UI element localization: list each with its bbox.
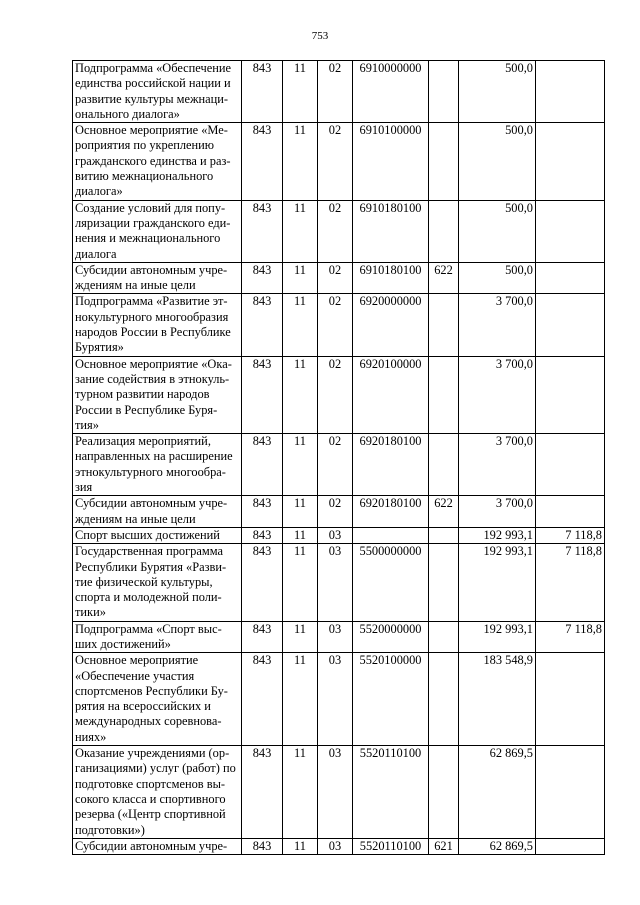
row-name-line: тия»: [75, 417, 99, 432]
row-name-line: нения и межнационального: [75, 231, 221, 246]
amount-federal-cell: [536, 653, 605, 746]
target-article-cell: 6910180100: [353, 200, 429, 262]
section-code-cell: 11: [283, 123, 318, 200]
row-name-line: Реализация мероприятий,: [75, 434, 211, 449]
department-code-cell: 843: [242, 653, 283, 746]
expense-type-cell: [429, 294, 459, 356]
table-row: [73, 356, 605, 433]
table-row: [73, 262, 605, 294]
amount-federal-cell: [536, 294, 605, 356]
row-name-line: нокультурного многообразия: [75, 309, 229, 324]
subsection-code-cell: 02: [318, 262, 353, 294]
department-code-cell: 843: [242, 434, 283, 496]
row-name-cell: [73, 123, 242, 200]
row-name-line: международных соревнова-: [75, 714, 222, 729]
row-name-line: ждениям на иные цели: [75, 278, 196, 293]
row-name-line: Спорт высших достижений: [75, 527, 220, 542]
amount-cell: 62 869,5: [459, 838, 536, 854]
budget-table-body: [73, 61, 605, 855]
section-code-cell: 11: [283, 746, 318, 839]
department-code-cell: 843: [242, 544, 283, 621]
table-row: [73, 434, 605, 496]
row-name-line: ждениям на иные цели: [75, 511, 196, 526]
row-name-cell: [73, 262, 242, 294]
target-article-cell: 6920180100: [353, 496, 429, 528]
row-name-cell: [73, 527, 242, 543]
department-code-cell: 843: [242, 496, 283, 528]
target-article-cell: 6910180100: [353, 262, 429, 294]
amount-cell: 183 548,9: [459, 653, 536, 746]
expense-type-cell: [429, 621, 459, 653]
section-code-cell: 11: [283, 61, 318, 123]
row-name-line: тики»: [75, 605, 106, 620]
row-name-line: Государственная программа: [75, 544, 223, 559]
department-code-cell: 843: [242, 123, 283, 200]
row-name-line: России в Республике Буря-: [75, 402, 218, 417]
row-name-cell: [73, 496, 242, 528]
amount-cell: 62 869,5: [459, 746, 536, 839]
row-name-line: народов России в Республике: [75, 325, 231, 340]
row-name-line: турном развитии народов: [75, 387, 210, 402]
expense-type-cell: [429, 356, 459, 433]
amount-federal-cell: [536, 356, 605, 433]
table-row: [73, 746, 605, 839]
page-number: 753: [311, 30, 329, 42]
amount-federal-cell: [536, 746, 605, 839]
target-article-cell: 5520000000: [353, 621, 429, 653]
row-name-line: Основное мероприятие «Ока-: [75, 356, 232, 371]
target-article-cell: 5520110100: [353, 746, 429, 839]
expense-type-cell: [429, 544, 459, 621]
table-row: [73, 838, 605, 854]
row-name-cell: [73, 61, 242, 123]
amount-cell: 500,0: [459, 262, 536, 294]
row-name-line: диалога: [75, 246, 117, 261]
expense-type-cell: [429, 434, 459, 496]
row-name-cell: [73, 653, 242, 746]
target-article-cell: 6920000000: [353, 294, 429, 356]
subsection-code-cell: 02: [318, 434, 353, 496]
row-name-line: Основное мероприятие «Ме-: [75, 123, 228, 138]
amount-cell: 192 993,1: [459, 544, 536, 621]
amount-cell: 192 993,1: [459, 621, 536, 653]
section-code-cell: 11: [283, 527, 318, 543]
department-code-cell: 843: [242, 200, 283, 262]
row-name-line: онального диалога»: [75, 106, 180, 121]
row-name-line: диалога»: [75, 184, 123, 199]
row-name-line: спортсменов Республики Бу-: [75, 683, 228, 698]
row-name-line: Подпрограмма «Спорт выс-: [75, 621, 222, 636]
department-code-cell: 843: [242, 294, 283, 356]
table-row: [73, 294, 605, 356]
department-code-cell: 843: [242, 527, 283, 543]
row-name-line: гражданского единства и раз-: [75, 153, 231, 168]
target-article-cell: 6920180100: [353, 434, 429, 496]
table-row: [73, 544, 605, 621]
subsection-code-cell: 03: [318, 653, 353, 746]
table-row: [73, 123, 605, 200]
subsection-code-cell: 03: [318, 838, 353, 854]
amount-federal-cell: [536, 123, 605, 200]
expense-type-cell: [429, 527, 459, 543]
section-code-cell: 11: [283, 356, 318, 433]
row-name-line: зия: [75, 480, 93, 495]
row-name-line: подготовки»): [75, 822, 145, 837]
section-code-cell: 11: [283, 294, 318, 356]
row-name-line: ляризации гражданского еди-: [75, 215, 231, 230]
subsection-code-cell: 02: [318, 496, 353, 528]
section-code-cell: 11: [283, 653, 318, 746]
subsection-code-cell: 02: [318, 294, 353, 356]
row-name-line: Субсидии автономным учре-: [75, 262, 228, 277]
row-name-line: зание содействия в этнокуль-: [75, 371, 230, 386]
amount-cell: 500,0: [459, 123, 536, 200]
row-name-cell: [73, 434, 242, 496]
section-code-cell: 11: [283, 200, 318, 262]
row-name-cell: [73, 356, 242, 433]
amount-federal-cell: [536, 200, 605, 262]
row-name-cell: [73, 838, 242, 854]
row-name-line: Субсидии автономным учре-: [75, 496, 228, 511]
amount-federal-cell: 7 118,8: [536, 544, 605, 621]
section-code-cell: 11: [283, 621, 318, 653]
row-name-line: ниях»: [75, 729, 107, 744]
subsection-code-cell: 03: [318, 621, 353, 653]
expense-type-cell: [429, 653, 459, 746]
row-name-line: ганизациями) услуг (работ) по: [75, 761, 236, 776]
row-name-line: единства российской нации и: [75, 76, 231, 91]
target-article-cell: 5500000000: [353, 544, 429, 621]
row-name-line: Субсидии автономным учре-: [75, 838, 228, 853]
row-name-line: развитие культуры межнаци-: [75, 91, 229, 106]
amount-cell: 500,0: [459, 61, 536, 123]
table-row: [73, 496, 605, 528]
expense-type-cell: 622: [429, 262, 459, 294]
subsection-code-cell: 03: [318, 746, 353, 839]
amount-federal-cell: [536, 496, 605, 528]
row-name-line: сокого класса и спортивного: [75, 791, 226, 806]
budget-table: [72, 60, 605, 855]
subsection-code-cell: 02: [318, 61, 353, 123]
row-name-cell: [73, 746, 242, 839]
section-code-cell: 11: [283, 838, 318, 854]
subsection-code-cell: 02: [318, 200, 353, 262]
row-name-line: рятия на всероссийских и: [75, 699, 211, 714]
amount-federal-cell: [536, 838, 605, 854]
subsection-code-cell: 03: [318, 527, 353, 543]
amount-cell: 3 700,0: [459, 496, 536, 528]
subsection-code-cell: 02: [318, 123, 353, 200]
amount-federal-cell: [536, 262, 605, 294]
target-article-cell: 6910100000: [353, 123, 429, 200]
table-row: [73, 653, 605, 746]
row-name-line: резерва («Центр спортивной: [75, 807, 226, 822]
row-name-cell: [73, 621, 242, 653]
department-code-cell: 843: [242, 838, 283, 854]
row-name-line: подготовке спортсменов вы-: [75, 776, 226, 791]
row-name-line: Подпрограмма «Обеспечение: [75, 61, 231, 75]
expense-type-cell: [429, 123, 459, 200]
row-name-cell: [73, 294, 242, 356]
amount-cell: 192 993,1: [459, 527, 536, 543]
expense-type-cell: 622: [429, 496, 459, 528]
amount-federal-cell: 7 118,8: [536, 527, 605, 543]
row-name-line: спорта и молодежной поли-: [75, 590, 222, 605]
section-code-cell: 11: [283, 496, 318, 528]
amount-cell: 3 700,0: [459, 294, 536, 356]
amount-federal-cell: [536, 434, 605, 496]
amount-federal-cell: [536, 61, 605, 123]
row-name-line: направленных на расширение: [75, 449, 233, 464]
section-code-cell: 11: [283, 544, 318, 621]
row-name-line: Республики Бурятия «Разви-: [75, 559, 227, 574]
department-code-cell: 843: [242, 262, 283, 294]
department-code-cell: 843: [242, 621, 283, 653]
section-code-cell: 11: [283, 434, 318, 496]
row-name-cell: [73, 200, 242, 262]
amount-cell: 500,0: [459, 200, 536, 262]
expense-type-cell: 621: [429, 838, 459, 854]
row-name-line: роприятия по укреплению: [75, 138, 215, 153]
target-article-cell: 6910000000: [353, 61, 429, 123]
row-name-line: Бурятия»: [75, 340, 124, 355]
row-name-line: Основное мероприятие: [75, 653, 199, 668]
section-code-cell: 11: [283, 262, 318, 294]
expense-type-cell: [429, 200, 459, 262]
department-code-cell: 843: [242, 356, 283, 433]
expense-type-cell: [429, 61, 459, 123]
table-row: [73, 61, 605, 123]
expense-type-cell: [429, 746, 459, 839]
target-article-cell: 5520100000: [353, 653, 429, 746]
target-article-cell: 6920100000: [353, 356, 429, 433]
table-row: [73, 621, 605, 653]
table-row: [73, 200, 605, 262]
target-article-cell: 5520110100: [353, 838, 429, 854]
table-row: [73, 527, 605, 543]
subsection-code-cell: 03: [318, 544, 353, 621]
row-name-line: тие физической культуры,: [75, 574, 213, 589]
row-name-line: Оказание учреждениями (ор-: [75, 746, 230, 761]
row-name-line: этнокультурного многообра-: [75, 464, 226, 479]
target-article-cell: [353, 527, 429, 543]
row-name-line: Создание условий для попу-: [75, 200, 226, 215]
department-code-cell: 843: [242, 61, 283, 123]
row-name-line: Подпрограмма «Развитие эт-: [75, 294, 228, 309]
row-name-cell: [73, 544, 242, 621]
row-name-line: витию межнационального: [75, 169, 214, 184]
amount-cell: 3 700,0: [459, 356, 536, 433]
row-name-line: «Обеспечение участия: [75, 668, 195, 683]
row-name-line: ших достижений»: [75, 636, 171, 651]
amount-federal-cell: 7 118,8: [536, 621, 605, 653]
amount-cell: 3 700,0: [459, 434, 536, 496]
subsection-code-cell: 02: [318, 356, 353, 433]
department-code-cell: 843: [242, 746, 283, 839]
